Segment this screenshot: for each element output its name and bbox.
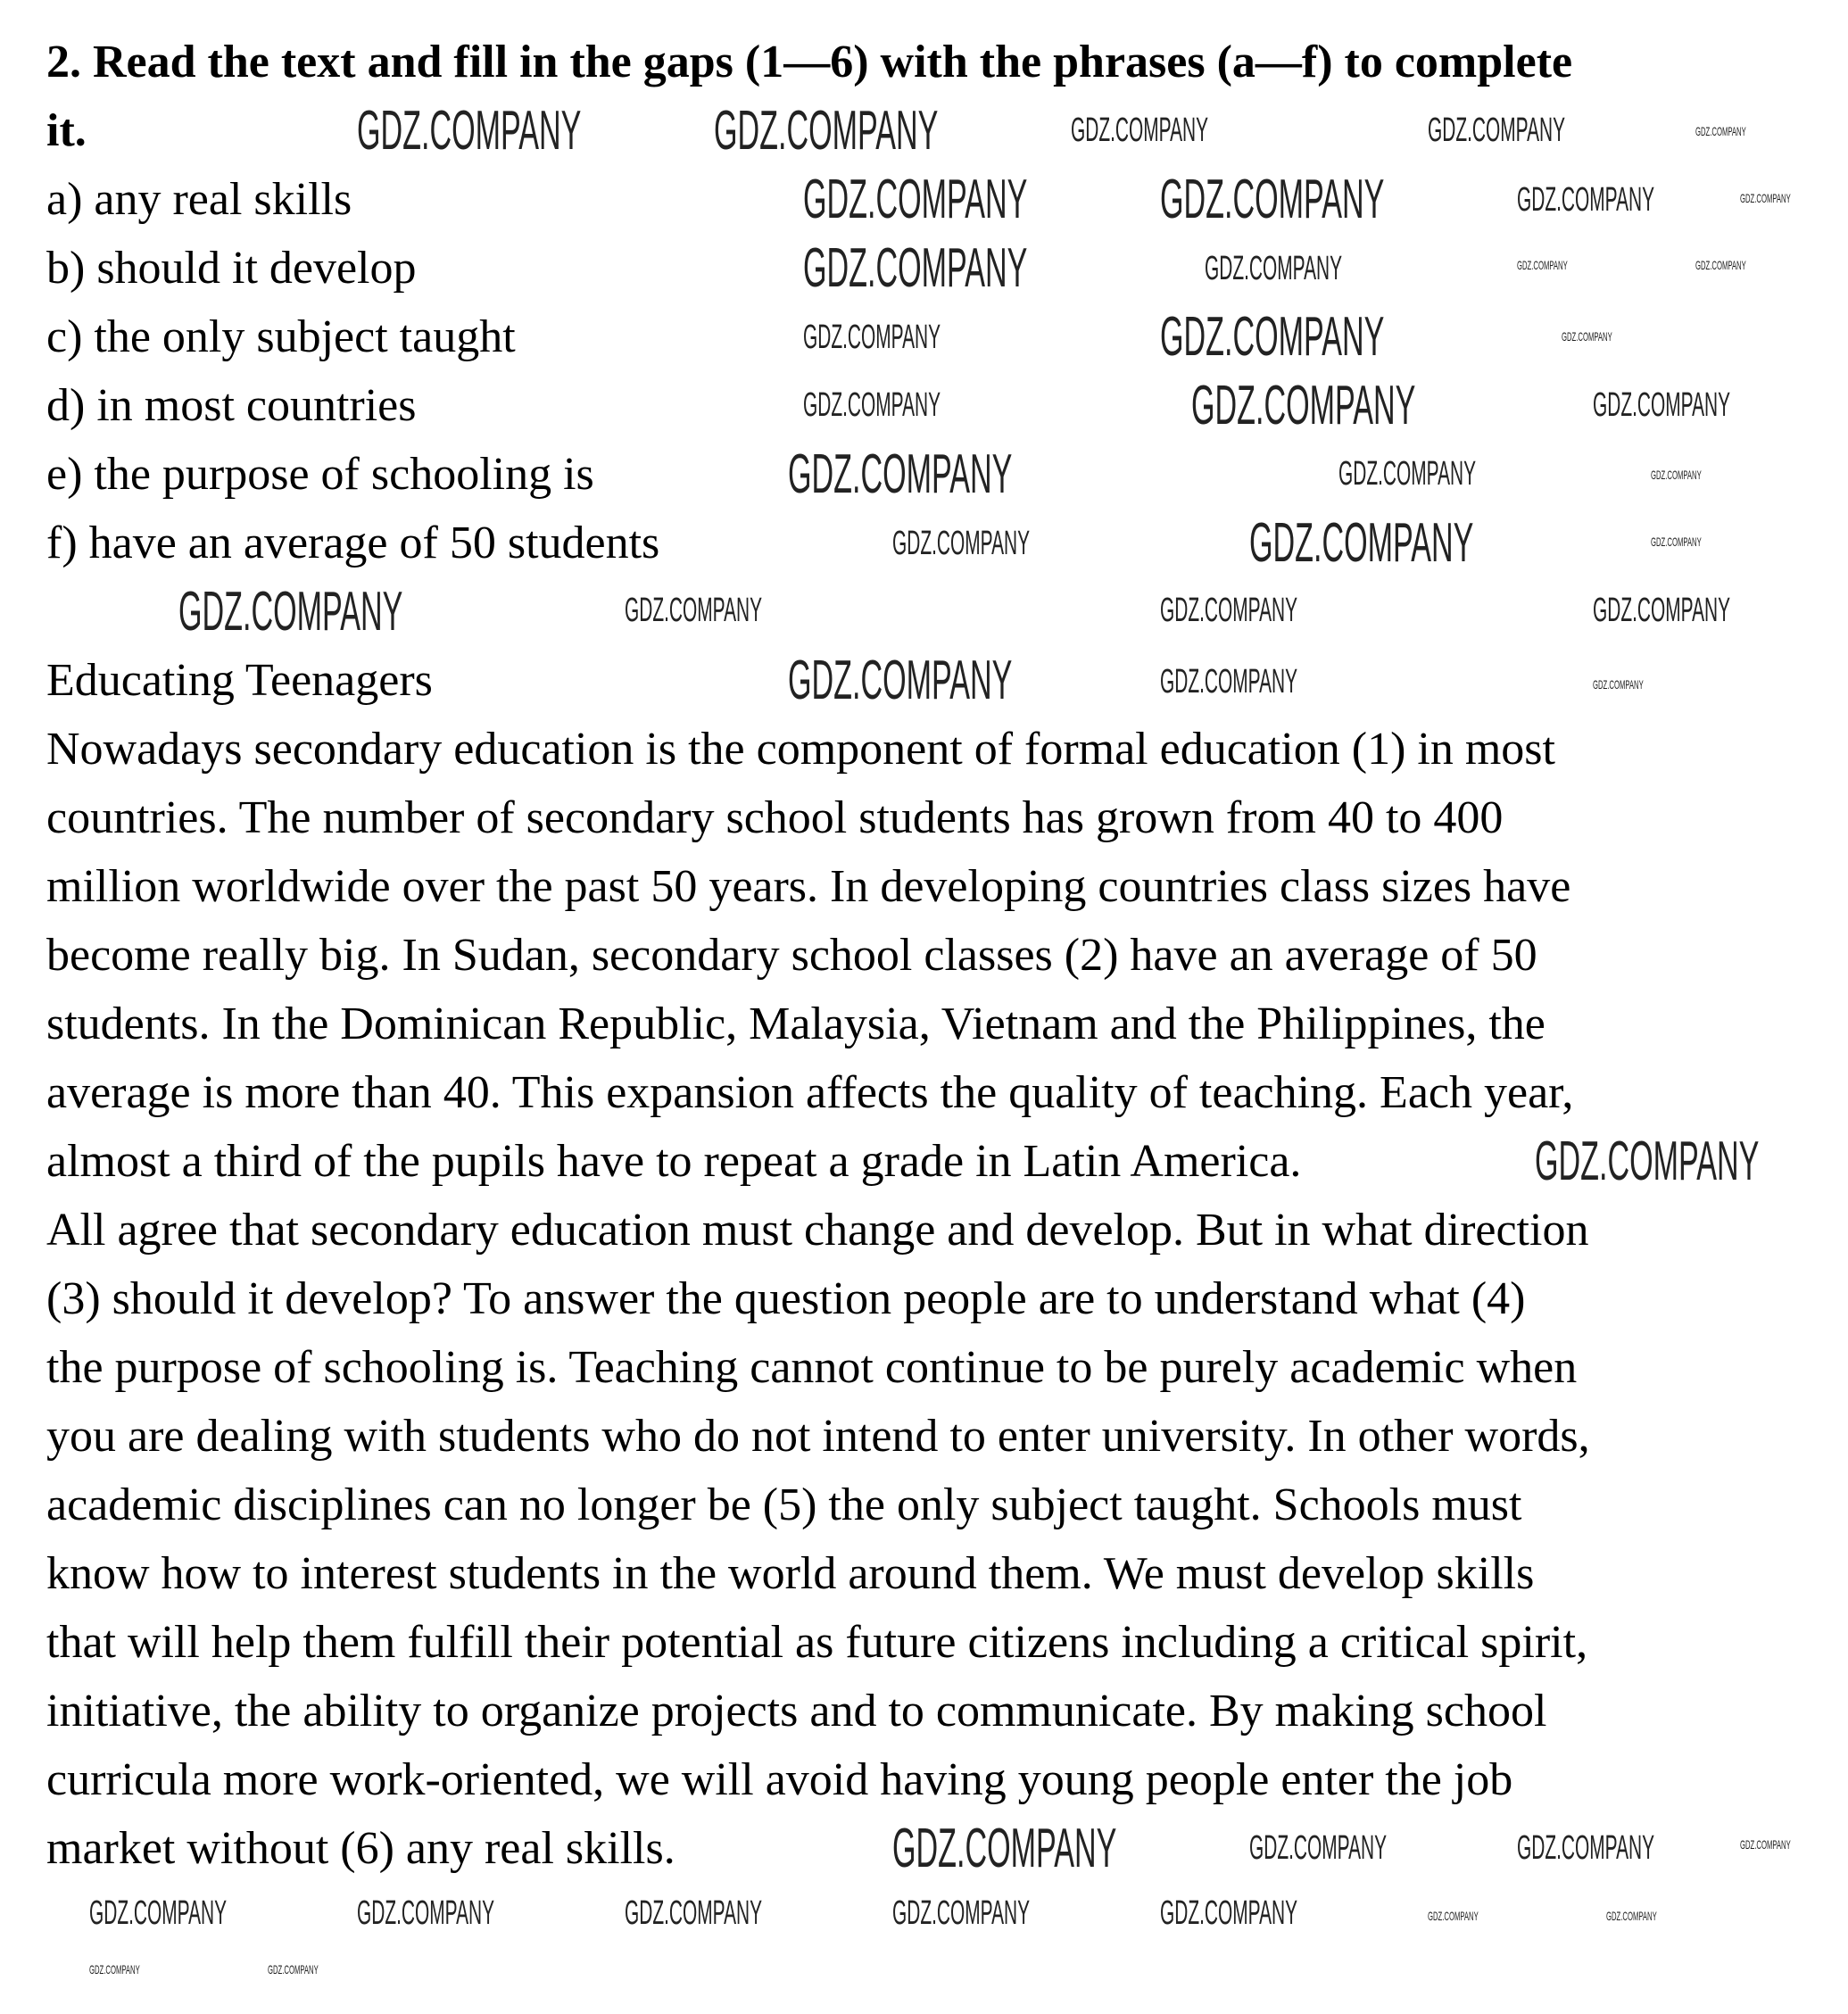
watermark-text: GDZ.COMPANY xyxy=(1517,1829,1655,1867)
watermark-text: GDZ.COMPANY xyxy=(625,1894,763,1932)
watermark-text: GDZ.COMPANY xyxy=(1517,258,1568,272)
watermark-text: GDZ.COMPANY xyxy=(892,1818,1117,1879)
watermark-text: GDZ.COMPANY xyxy=(803,319,941,356)
watermark-text: GDZ.COMPANY xyxy=(803,237,1028,299)
watermark-text: GDZ.COMPANY xyxy=(803,169,1028,230)
article-line: curricula more work-oriented, we will avoid having young people enter the job xyxy=(46,1754,1513,1805)
exercise-document xyxy=(46,28,1831,1883)
watermark-text: GDZ.COMPANY xyxy=(788,650,1013,711)
watermark-text: GDZ.COMPANY xyxy=(178,581,403,642)
article-line: know how to interest students in the world around them. We must develop skills xyxy=(46,1548,1535,1599)
watermark-text: GDZ.COMPANY xyxy=(1651,535,1702,549)
watermark-text: GDZ.COMPANY xyxy=(357,100,582,162)
watermark-text: GDZ.COMPANY xyxy=(1593,592,1731,629)
watermark-text: GDZ.COMPANY xyxy=(89,1962,140,1977)
article-line: All agree that secondary education must change and develop. But in what direction xyxy=(46,1205,1589,1256)
article-line: you are dealing with students who do not intend to enter university. In other words, xyxy=(46,1411,1590,1462)
watermark-text: GDZ.COMPANY xyxy=(892,1894,1031,1932)
article-line: countries. The number of secondary school students has grown from 40 to 400 xyxy=(46,792,1504,843)
watermark-text: GDZ.COMPANY xyxy=(1428,1909,1479,1923)
watermark-text: GDZ.COMPANY xyxy=(1740,191,1791,205)
article-line: students. In the Dominican Republic, Malaysia, Vietnam and the Philippines, the xyxy=(46,999,1546,1049)
watermark-text: GDZ.COMPANY xyxy=(1338,455,1477,493)
watermark-text: GDZ.COMPANY xyxy=(714,100,939,162)
article-line: market without (6) any real skills. xyxy=(46,1823,675,1874)
watermark-text: GDZ.COMPANY xyxy=(1249,1829,1388,1867)
article-line: Nowadays secondary education is the component of formal education (1) in most xyxy=(46,724,1555,775)
watermark-text: GDZ.COMPANY xyxy=(1160,306,1385,368)
task-title-line-2: it. xyxy=(46,105,87,156)
watermark-text: GDZ.COMPANY xyxy=(1695,124,1746,138)
watermark-text: GDZ.COMPANY xyxy=(1535,1131,1760,1192)
article-line: average is more than 40. This expansion affects the quality of teaching. Each year, xyxy=(46,1067,1574,1118)
watermark-text: GDZ.COMPANY xyxy=(1160,169,1385,230)
watermark-text: GDZ.COMPANY xyxy=(803,386,941,424)
watermark-text: GDZ.COMPANY xyxy=(268,1962,319,1977)
article-line: million worldwide over the past 50 years. In developing countries class sizes have xyxy=(46,861,1571,912)
task-title-line-1: 2. Read the text and fill in the gaps (1—6) with the phrases (a—f) to complete xyxy=(46,37,1573,87)
article-heading: Educating Teenagers xyxy=(46,655,433,706)
watermark-text: GDZ.COMPANY xyxy=(1740,1837,1791,1852)
article-body xyxy=(46,715,1831,1883)
phrase-a: a) any real skills xyxy=(46,174,352,225)
watermark-text: GDZ.COMPANY xyxy=(1651,468,1702,482)
watermark-text: GDZ.COMPANY xyxy=(1160,592,1298,629)
article-line: almost a third of the pupils have to repeat a grade in Latin America. xyxy=(46,1136,1302,1187)
phrase-c: c) the only subject taught xyxy=(46,311,516,362)
article-line: academic disciplines can no longer be (5) the only subject taught. Schools must xyxy=(46,1479,1522,1530)
watermark-text: GDZ.COMPANY xyxy=(1071,112,1209,149)
phrase-d: d) in most countries xyxy=(46,380,417,431)
watermark-text: GDZ.COMPANY xyxy=(1191,375,1416,436)
article-line: become really big. In Sudan, secondary school classes (2) have an average of 50 xyxy=(46,930,1537,981)
watermark-text: GDZ.COMPANY xyxy=(1593,386,1731,424)
watermark-text: GDZ.COMPANY xyxy=(1517,181,1655,219)
watermark-text: GDZ.COMPANY xyxy=(1160,1894,1298,1932)
watermark-text: GDZ.COMPANY xyxy=(89,1894,228,1932)
watermark-text: GDZ.COMPANY xyxy=(357,1894,495,1932)
watermark-text: GDZ.COMPANY xyxy=(1249,512,1474,574)
article-line: (3) should it develop? To answer the question people are to understand what (4) xyxy=(46,1273,1526,1324)
watermark-text: GDZ.COMPANY xyxy=(788,443,1013,505)
article-line: that will help them fulfill their potential as future citizens including a critical spirit, xyxy=(46,1617,1588,1668)
watermark-text: GDZ.COMPANY xyxy=(892,525,1031,562)
watermark-text: GDZ.COMPANY xyxy=(1593,677,1644,692)
watermark-text: GDZ.COMPANY xyxy=(1160,663,1298,700)
watermark-text: GDZ.COMPANY xyxy=(1695,258,1746,272)
phrase-e: e) the purpose of schooling is xyxy=(46,449,594,500)
phrase-b: b) should it develop xyxy=(46,243,417,294)
watermark-text: GDZ.COMPANY xyxy=(1428,112,1566,149)
article-line: initiative, the ability to organize projects and to communicate. By making school xyxy=(46,1686,1547,1736)
watermark-text: GDZ.COMPANY xyxy=(1562,329,1612,344)
phrase-f: f) have an average of 50 students xyxy=(46,518,660,568)
watermark-text: GDZ.COMPANY xyxy=(625,592,763,629)
watermark-text: GDZ.COMPANY xyxy=(1606,1909,1657,1923)
article-line: the purpose of schooling is. Teaching cannot continue to be purely academic when xyxy=(46,1342,1578,1393)
watermark-text: GDZ.COMPANY xyxy=(1205,250,1343,287)
